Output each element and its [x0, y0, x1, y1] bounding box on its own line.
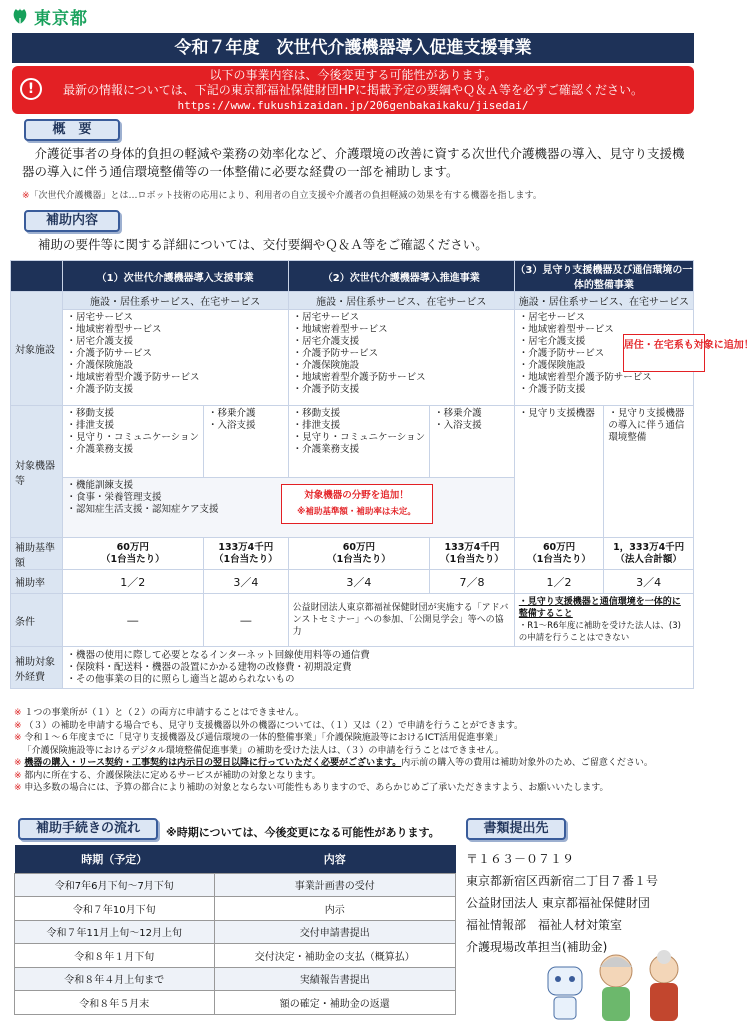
flow-heading: 補助手続きの流れ: [18, 818, 158, 840]
sub-header-1: 施設・居住系サービス、在宅サービス: [62, 292, 288, 310]
row-header-base: 補助基準額: [11, 538, 63, 570]
submit-address: 〒１６３－０７１９ 東京都新宿区西新宿二丁目７番１号 公益財団法人 東京都福祉保健財団 福祉情報部 福祉人材対策室 介護現場改革担当(補助金): [466, 852, 659, 954]
row-header-excluded: 補助対象外経費: [11, 647, 63, 689]
flow-table: [14, 845, 456, 1015]
rate-4: 7／8: [430, 570, 515, 594]
alert-banner: [12, 66, 694, 114]
exclamation-icon: !: [20, 78, 42, 100]
cond-2: 公益財団法人東京都福祉保健財団が実施する「アドバンストセミナー」への参加、「公開見学会」等への協力: [288, 594, 514, 647]
column-header-1: （1）次世代介護機器導入支援事業: [62, 261, 288, 292]
facility-callout: 居住・在宅系も対象に追加！: [623, 334, 705, 372]
flow-row: 令和８年４月上旬まで 実績報告書提出: [15, 967, 456, 991]
alert-url-link[interactable]: https://www.fukushizaidan.jp/206genbakaikaku/jisedai/: [177, 99, 529, 112]
flow-row: 令和８年５月末 額の確定・補助金の返還: [15, 991, 456, 1015]
rate-1: 1／2: [62, 570, 203, 594]
caregiver-illustration-icon: [546, 945, 696, 1023]
alert-line-2: 最新の情報については、下記の東京都福祉保健財団HPに掲載予定の要綱やＱ＆Ａ等を必ずご確認ください。: [62, 83, 644, 97]
cond-1: ―: [62, 594, 203, 647]
flow-row: 令和８年１月下旬 交付決定・補助金の支払（概算払）: [15, 944, 456, 968]
page-title: 令和７年度 次世代介護機器導入促進支援事業: [12, 33, 694, 63]
excluded-list: ・機器の使用に際して必要となるインターネット回線使用料等の通信費 ・保険料・配送料・機器の設置にかかる建物の改修費・初期設定費 ・その他事業の目的に照らし適当と認められないもの: [62, 647, 693, 689]
row-header-facilities: 対象施設: [11, 292, 63, 406]
flow-notice: ※時期については、今後変更になる可能性があります。: [166, 826, 440, 839]
tokyo-logo: [10, 3, 88, 29]
flow-row: 令和７年10月下旬 内示: [15, 897, 456, 921]
rate-2: 3／4: [203, 570, 288, 594]
footnotes: ※ １つの事業所が（１）と（２）の両方に申請することはできません。 ※ （３）の補助を申請する場合でも、見守り支援機器以外の機器については、（１）又は（２）で申請を行うことができます。 ※ 令和１～６年度までに「見守り支援機器及び通信環境の一体的整備事業」「介護保険施設等におけるICT活用促進事業」 「介護保険施設等におけるデジタル環境整備促進事業」の補助を受けた法人は、（３）の申請を行うことはできません。 ※ 機器の購入・リース契約・工事契約は内示日の翌日以降に行っていただく必要がございます。内示前の購入等の費用は補助対象外のため、ご留意ください。 ※ 都内に所在する、介護保険法に定めるサービスが補助の対象となります。 ※ 申込多数の場合には、予算の都合により補助の対象とならない可能性もありますので、あらかじめご了承いただきますよう、お願いいたします。: [14, 708, 653, 793]
devices-3a: ・見守り支援機器: [514, 406, 604, 538]
cond-3: ・見守り支援機器と通信環境を一体的に整備すること ・R1～R6年度に補助を受けた法人は、(3)の申請を行うことはできない: [514, 594, 693, 647]
flow-row: 令和７年11月上旬～12月上旬 交付申請書提出: [15, 920, 456, 944]
sub-header-2: 施設・居住系サービス、在宅サービス: [288, 292, 514, 310]
devices-list-2b: ・移乗介護 ・入浴支援: [430, 406, 515, 478]
alert-line-1: 以下の事業内容は、今後変更する可能性があります。: [209, 68, 497, 82]
logo-text: 東京都: [34, 8, 88, 29]
base-amount-3: 60万円 （1台当たり）: [288, 538, 429, 570]
support-intro: 補助の要件等に関する詳細については、交付要綱やＱ＆Ａ等をご確認ください。: [38, 237, 488, 252]
column-header-3: （3）見守り支援機器及び通信環境の一体的整備事業: [514, 261, 693, 292]
overview-heading: 概 要: [24, 119, 120, 141]
row-header-conditions: 条件: [11, 594, 63, 647]
base-amount-6: 1，333万4千円 （法人合計額）: [604, 538, 694, 570]
devices-extra-list: ・機能訓練支援 ・食事・栄養管理支援 ・認知症生活支援・認知症ケア支援 対象機器の分野を追加！ ※補助基準額・補助率は未定。: [62, 478, 514, 538]
devices-list-2a: ・移動支援 ・排泄支援 ・見守り・コミュニケーション ・介護業務支援: [288, 406, 429, 478]
row-header-rate: 補助率: [11, 570, 63, 594]
sub-header-3: 施設・居住系サービス、在宅サービス: [514, 292, 693, 310]
rate-3: 3／4: [288, 570, 429, 594]
base-amount-5: 60万円 （1台当たり）: [514, 538, 604, 570]
support-table: [10, 260, 754, 689]
submit-heading: 書類提出先: [466, 818, 566, 840]
tokyo-leaf-icon: [10, 6, 30, 26]
column-header-2: （2）次世代介護機器導入推進事業: [288, 261, 514, 292]
overview-note: ※「次世代介護機器」とは…ロボット技術の応用により、利用者の自立支援や介護者の負担軽減の効果を有する機器を指します。: [22, 191, 542, 201]
flow-col-content: 内容: [214, 845, 455, 873]
flow-row: 令和7年6月下旬～7月下旬 事業計画書の受付: [15, 873, 456, 897]
cond-1b: ―: [203, 594, 288, 647]
rate-6: 3／4: [604, 570, 694, 594]
facilities-list-3: ・居宅サービス ・地域密着型サービス ・居宅介護支援 ・介護予防サービス ・介護保険施設 ・地域密着型介護予防サービス ・介護予防支援 居住・在宅系も対象に追加！: [514, 310, 693, 406]
facilities-list-2: ・居宅サービス ・地域密着型サービス ・居宅介護支援 ・介護予防サービス ・介護保険施設 ・地域密着型介護予防サービス ・介護予防支援: [288, 310, 514, 406]
base-amount-2: 133万4千円 （1台当たり）: [203, 538, 288, 570]
row-header-devices: 対象機器等: [11, 406, 63, 538]
base-amount-4: 133万4千円 （1台当たり）: [430, 538, 515, 570]
devices-callout: 対象機器の分野を追加！ ※補助基準額・補助率は未定。: [281, 484, 433, 524]
devices-list-1b: ・移乗介護 ・入浴支援: [203, 406, 288, 478]
rate-5: 1／2: [514, 570, 604, 594]
devices-list-1a: ・移動支援 ・排泄支援 ・見守り・コミュニケーション ・介護業務支援: [62, 406, 203, 478]
base-amount-1: 60万円 （1台当たり）: [62, 538, 203, 570]
support-heading: 補助内容: [24, 210, 120, 232]
devices-3b: ・見守り支援機器の導入に伴う通信環境整備: [604, 406, 694, 538]
overview-body: 介護従事者の身体的負担の軽減や業務の効率化など、介護環境の改善に資する次世代介護機器の導入、見守り支援機器の導入に伴う通信環境整備等の一体整備に必要な経費の一部を補助します。: [22, 146, 685, 179]
flow-col-time: 時期（予定）: [15, 845, 215, 873]
facilities-list-1: ・居宅サービス ・地域密着型サービス ・居宅介護支援 ・介護予防サービス ・介護保険施設 ・地域密着型介護予防サービス ・介護予防支援: [62, 310, 288, 406]
